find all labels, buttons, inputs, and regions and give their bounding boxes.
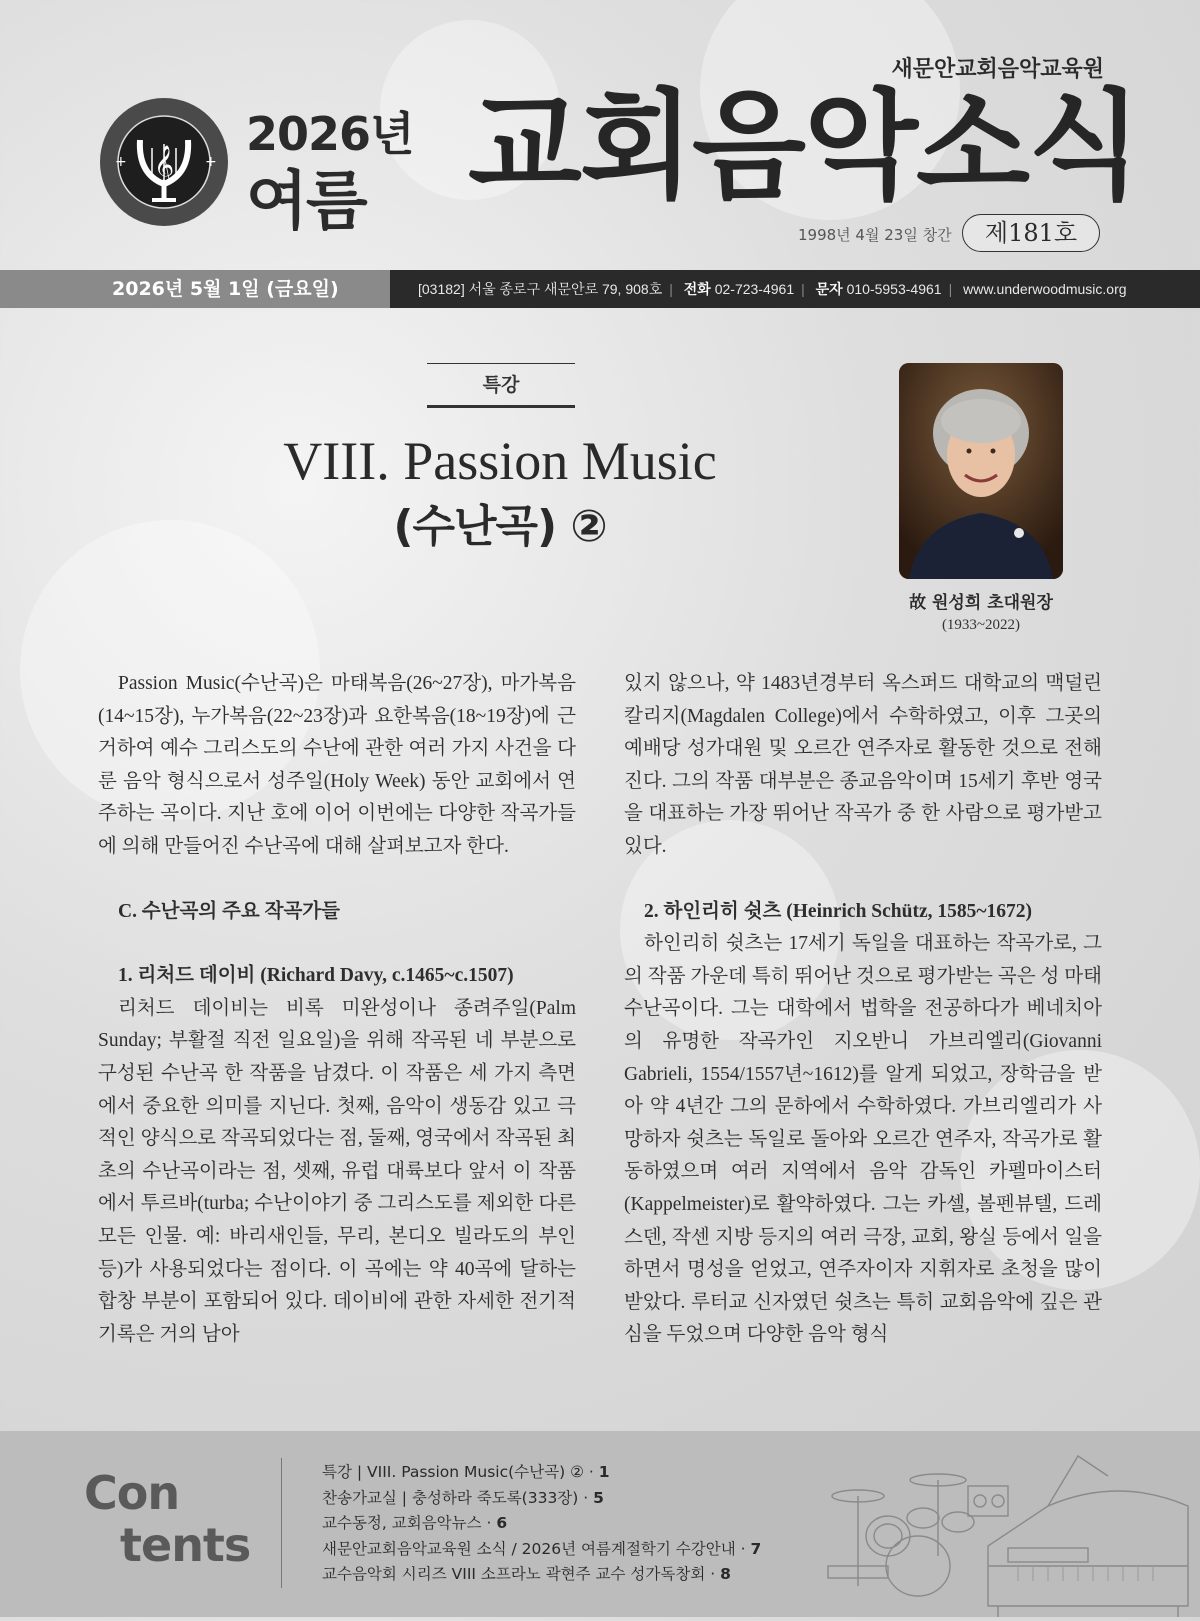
heading-composers: C. 수난곡의 주요 작곡가들 — [118, 900, 340, 922]
article-column-right — [624, 668, 1102, 1352]
article-column-left — [98, 668, 576, 1351]
contents-item[interactable]: 교수음악회 시리즈 VIII 소프라노 곽현주 교수 성가독창회 · 8 — [322, 1565, 731, 1583]
section-label: 특강 — [482, 374, 520, 396]
section-rule-top — [427, 363, 575, 364]
article-subtitle: (수난곡) ② — [393, 501, 607, 552]
sms-label: 문자 — [815, 281, 843, 297]
paragraph-richard-davy-continued: 있지 않으나, 약 1483년경부터 옥스퍼드 대학교의 맥덜린 칼리지(Magdalen College)에서 수학하였고, 이후 그곳의 예배당 성가대원 및 오르간 연주자로 활동한 것으로 전해진다. 그의 작품 대부분은 종교음악이며 15세기 후반 영국을 대표하는 가장 뛰어난 작곡가 중 한 사람으로 평가받고 있다. — [624, 673, 1102, 857]
heading-richard-davy: 1. 리처드 데이비 (Richard Davy, c.1465~c.1507) — [118, 965, 514, 987]
svg-text:+: + — [115, 154, 127, 170]
website-link[interactable]: www.underwoodmusic.org — [963, 281, 1127, 297]
organization-name: 새문안교회음악교육원 — [891, 57, 1104, 82]
svg-text:+: + — [205, 154, 217, 170]
contents-label-tents: tents — [120, 1518, 251, 1572]
piano-drum-kit-illustration-icon — [818, 1436, 1200, 1617]
contents-divider — [281, 1458, 282, 1588]
logo-emblem-icon — [98, 96, 230, 228]
contents-item[interactable]: 찬송가교실 | 충성하라 죽도록(333장) · 5 — [322, 1488, 604, 1507]
contents-item[interactable]: 새문안교회음악교육원 소식 / 2026년 여름계절학기 수강안내 · 7 — [322, 1539, 762, 1558]
phone-label: 전화 — [683, 281, 711, 297]
contents-label-con: Con — [84, 1466, 180, 1520]
article-title: VIII. Passion Music — [283, 431, 717, 491]
phone-number: 02-723-4961 — [714, 281, 795, 297]
photo-caption-years: (1933~2022) — [941, 617, 1021, 633]
contents-item[interactable]: 특강 | VIII. Passion Music(수난곡) ② · 1 — [322, 1463, 610, 1481]
photo-caption-name: 故 원성희 초대원장 — [909, 593, 1053, 613]
contents-list — [322, 1460, 761, 1588]
portrait-photo — [899, 363, 1063, 579]
heading-heinrich-schutz: 2. 하인리히 쉿츠 (Heinrich Schütz, 1585~1672) — [644, 900, 1033, 922]
contact-info-bar: [03182] 서울 종로구 새문안로 79, 908호 | 전화 02-723-4961 | 문자 010-5953-4961 | www.underwoodmusic.org — [390, 270, 1200, 308]
publication-date-bar: 2026년 5월 1일 (금요일) — [0, 270, 390, 308]
address: [03182] 서울 종로구 새문안로 79, 908호 — [418, 281, 663, 297]
svg-text:𝄞: 𝄞 — [153, 145, 175, 185]
section-rule-bottom — [427, 405, 575, 408]
paragraph-richard-davy: 리처드 데이비는 비록 미완성이나 종려주일(Palm Sunday; 부활절 직전 일요일)을 위해 작곡된 네 부분으로 구성된 수난곡 한 작품을 남겼다. 이 작품은 세 가지 측면에서 중요한 의미를 지닌다. 첫째, 음악이 생동감 있고 극적인 양식으로 작곡되었다는 점, 둘째, 영국에서 작곡된 최초의 수난곡이라는 점, 셋째, 유럽 대륙보다 앞서 이 작품에서 투르바(turba; 수난이야기 중 그리스도를 제외한 다른 모든 인물. 예: 바리새인들, 무리, 본디오 빌라도의 부인 등)가 사용되었다는 점이다. 이 곡에는 약 40곡에 달하는 합창 부분이 포함되어 있다. 데이비에 관한 자세한 전기적 기록은 거의 남아 — [98, 997, 576, 1345]
masthead-title: 교회음악소식 — [468, 77, 1140, 215]
issue-year: 2026년 — [246, 107, 414, 161]
paragraph-heinrich-schutz: 하인리히 쉿츠는 17세기 독일을 대표하는 작곡가로, 그의 작품 가운데 특히 뛰어난 것으로 평가받는 곡은 성 마태 수난곡이다. 그는 대학에서 법학을 전공하다가 베네치아의 유명한 작곡가인 지오반니 가브리엘리(Giovanni Gabrieli, 1554/1557년~1612)를 알게 되었고, 장학금을 받아 약 4년간 그의 문하에서 수학하였다. 가브리엘리가 사망하자 쉿츠는 독일로 돌아와 오르간 연주자, 작곡가로 활동하였으며 여러 지역에서 음악 감독인 카펠마이스터(Kappelmeister)로 활약하였다. 그는 카셀, 볼펜뷰텔, 드레스덴, 작센 지방 등지의 여러 극장, 교회, 왕실 등에서 일을 하면서 명성을 얻었고, 연주자이자 지휘자로 초청을 많이 받았다. 루터교 신자였던 쉿츠는 특히 교회음악에 깊은 관심을 두었으며 다양한 음악 형식 — [624, 933, 1102, 1346]
sms-number: 010-5953-4961 — [846, 281, 942, 297]
founded-date: 1998년 4월 23일 창간 — [798, 226, 952, 244]
issue-number-badge: 제181호 — [962, 214, 1100, 252]
contents-item[interactable]: 교수동정, 교회음악뉴스 · 6 — [322, 1514, 508, 1532]
intro-paragraph: Passion Music(수난곡)은 마태복음(26~27장), 마가복음(14~15장), 누가복음(22~23장)과 요한복음(18~19장)에 근거하여 예수 그리스도의 수난에 관한 여러 가지 사건을 다룬 음악 형식으로서 성주일(Holy Week) 동안 교회에서 연주하는 곡이다. 지난 호에 이어 이번에는 다양한 작곡가들에 의해 만들어진 수난곡에 대해 살펴보고자 한다. — [98, 673, 576, 857]
issue-season: 여름 — [246, 165, 366, 239]
